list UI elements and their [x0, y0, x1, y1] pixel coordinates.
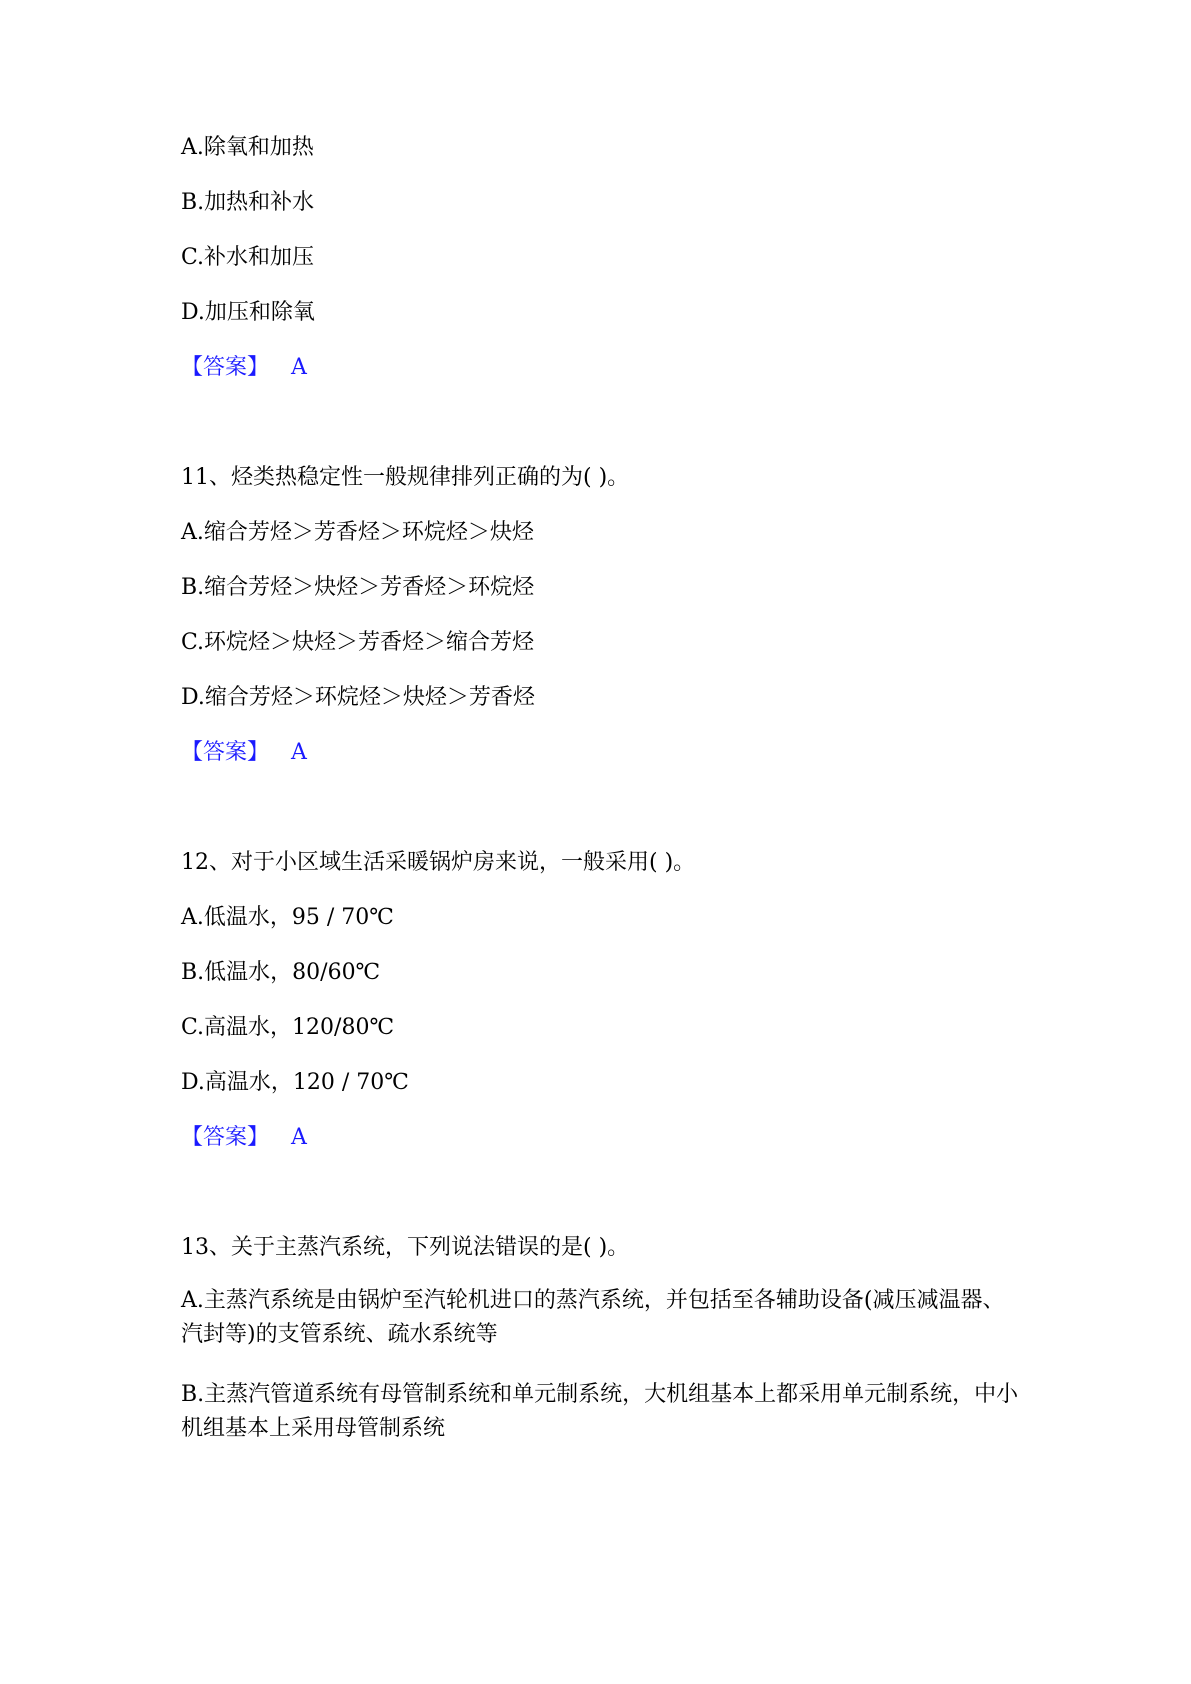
question-stem: 11、烃类热稳定性一般规律排列正确的为( )。 [181, 465, 630, 490]
option-a: A.主蒸汽系统是由锅炉至汽轮机进口的蒸汽系统，并包括至各辅助设备(减压减温器、汽封等)的支管系统、疏水系统等 [181, 1288, 1005, 1347]
answer-value: A [291, 1125, 307, 1150]
option-d: D.加压和除氧 [181, 300, 315, 325]
answer-label: 【答案】 [181, 740, 270, 765]
answer-value: A [291, 740, 307, 765]
answer-label: 【答案】 [181, 355, 270, 380]
option-d: D.高温水，120 / 70℃ [181, 1070, 409, 1095]
option-b: B.主蒸汽管道系统有母管制系统和单元制系统，大机组基本上都采用单元制系统，中小机组基本上采用母管制系统 [181, 1382, 1019, 1441]
answer-line [181, 353, 307, 383]
option-a: A.缩合芳烃＞芳香烃＞环烷烃＞炔烃 [181, 520, 534, 545]
question-stem: 13、关于主蒸汽系统，下列说法错误的是( )。 [181, 1235, 630, 1260]
question-stem: 12、对于小区域生活采暖锅炉房来说，一般采用( )。 [181, 850, 696, 875]
option-b: B.加热和补水 [181, 190, 315, 215]
option-a: A.除氧和加热 [181, 135, 314, 160]
option-b: B.缩合芳烃＞炔烃＞芳香烃＞环烷烃 [181, 575, 535, 600]
answer-value: A [291, 355, 307, 380]
answer-label: 【答案】 [181, 1125, 270, 1150]
option-c: C.补水和加压 [181, 245, 315, 270]
option-b: B.低温水，80/60℃ [181, 960, 381, 985]
option-c: C.高温水，120/80℃ [181, 1015, 395, 1040]
option-a: A.低温水，95 / 70℃ [181, 905, 394, 930]
answer-line [181, 738, 307, 768]
option-c: C.环烷烃＞炔烃＞芳香烃＞缩合芳烃 [181, 630, 535, 655]
answer-line [181, 1123, 307, 1153]
option-d: D.缩合芳烃＞环烷烃＞炔烃＞芳香烃 [181, 685, 535, 710]
